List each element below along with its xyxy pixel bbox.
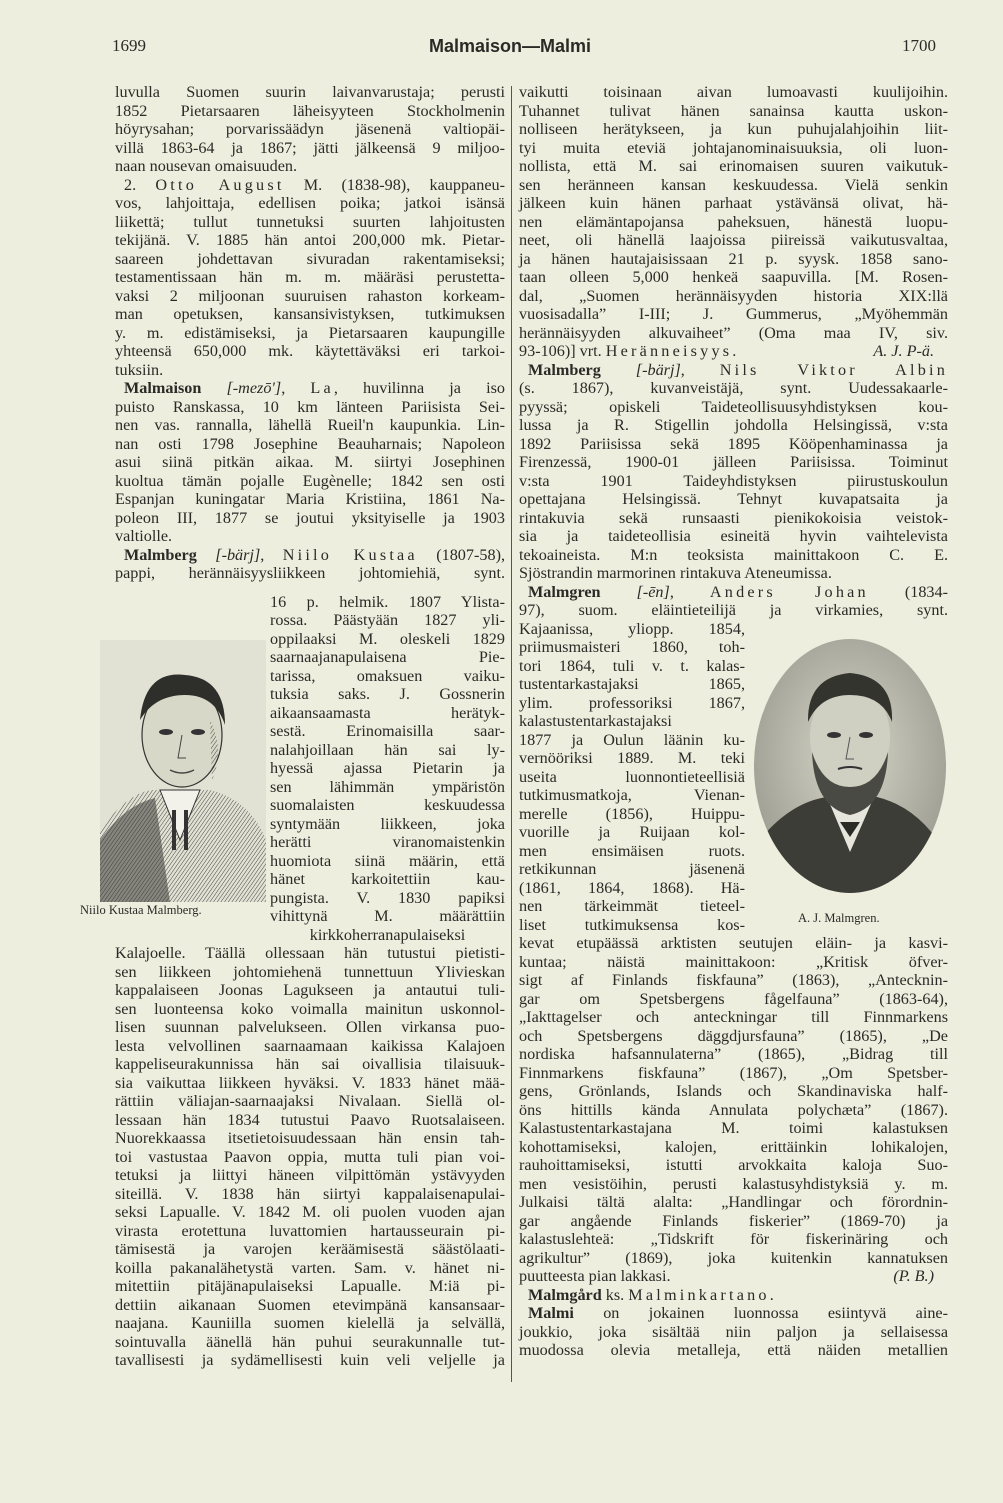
text-line: nen tärkeimmät tieteel- bbox=[519, 897, 745, 915]
text-line: (s. 1867), kuvanveistäjä, synt. Uudessakaarle- bbox=[519, 379, 948, 397]
column-divider bbox=[511, 86, 512, 1382]
text-line: Julkaisi tältä alalta: „Handlingar och förordnin- bbox=[519, 1193, 948, 1211]
text-line: toi vastustaa Paavon oppia, mutta tuli pian voi- bbox=[115, 1147, 505, 1166]
text-line: vuorille ja Ruijaan kol- bbox=[519, 823, 745, 841]
text-segment: . bbox=[732, 342, 737, 360]
text-line: man opetuksen, kansansivistyksen, tutkimuksen bbox=[115, 305, 505, 323]
text-line: hänet karkoitettiin kau- bbox=[270, 870, 505, 888]
text-segment: M. (1838-98), kauppaneu- bbox=[284, 175, 506, 194]
text-line: nalahjoillaan hän sai ly- bbox=[270, 740, 505, 759]
text-line: liset tutkimuksensa kos- bbox=[519, 915, 745, 934]
portrait-niilo-kustaa-malmberg bbox=[100, 640, 266, 902]
text-line: öns hittills kända Annulata polychæta” (1867). bbox=[519, 1100, 948, 1119]
spaced-name: Niilo Kustaa bbox=[282, 545, 418, 564]
text-line: suomalaisten keskuudessa bbox=[270, 796, 505, 814]
text-line: kuoltua tämän pojalle Eugènelle; 1842 sen osti bbox=[115, 471, 505, 490]
text-line: naan nousevan omaisuuden. bbox=[115, 157, 298, 175]
text-line: hyessä ajassa Pietarin ja bbox=[270, 759, 505, 777]
portrait-caption-left: Niilo Kustaa Malmberg. bbox=[80, 903, 202, 917]
text-line: tekoaineista. M:n teoksista mainittakoon C. E. bbox=[519, 545, 948, 564]
text-line: lussa ja R. Stigellin johdolla Helsingissä, v:sta bbox=[519, 416, 948, 434]
text-line: och Spetsbergens däggdjursfauna” (1865), „De bbox=[519, 1026, 948, 1045]
text-segment: puutteesta pian lakkasi. bbox=[519, 1267, 671, 1285]
author-signature: A. J. P-ä. bbox=[873, 342, 934, 360]
text-line: nan osti 1798 Josephine Beauharnais; Napoleon bbox=[115, 434, 505, 453]
text-line bbox=[115, 379, 505, 398]
text-line: muodossa olevia metalleja, että näiden metallien bbox=[519, 1341, 948, 1359]
entry-headword: Malmi bbox=[528, 1304, 574, 1322]
text-line: pungista. V. 1830 papiksi bbox=[270, 888, 505, 907]
text-line: tyi muita eteviä johtajanominaisuuksia, oli luon- bbox=[519, 138, 948, 157]
text-line: sen liikkeen johtomiehenä tunnettuun Ylivieskan bbox=[115, 962, 505, 981]
entry-headword: Malmgård bbox=[528, 1285, 602, 1304]
text-line: siteillä. V. 1838 hän siirtyi kappalaisenapulai- bbox=[115, 1184, 505, 1203]
entry-headword: Malmaison bbox=[124, 379, 202, 397]
text-line: tuksiin. bbox=[115, 360, 164, 379]
pronunciation: [-ēn] bbox=[636, 582, 670, 601]
text-line: nollista, että M. sai erinomaisen suuren vaikutuk- bbox=[519, 157, 948, 175]
text-segment: (1807-58), bbox=[417, 545, 506, 564]
text-segment bbox=[601, 583, 637, 601]
text-line bbox=[519, 1267, 948, 1286]
text-line: vos, lahjoittaja, edellisen poika; jatkoi isänsä bbox=[115, 194, 505, 212]
text-line: seksi Lapualle. V. 1842 M. oli puolen vuoden ajan bbox=[115, 1203, 505, 1221]
text-line: gar angående Finlands fiskerier” (1869-70) ja bbox=[519, 1211, 948, 1230]
text-segment: , huvilinna ja iso bbox=[333, 379, 505, 397]
text-segment: , bbox=[669, 582, 710, 601]
text-segment: (1834- bbox=[868, 582, 948, 601]
text-line: sia ja taideteollisia esineitä hyvin vaihtelevista bbox=[519, 527, 948, 545]
text-line: tuksia saks. J. Gossnerin bbox=[270, 685, 505, 703]
text-segment: , bbox=[260, 545, 283, 564]
text-segment: , bbox=[680, 360, 720, 379]
text-line: mitettiin pitäjänapulaiseksi Lapualle. M:iä pi- bbox=[115, 1277, 505, 1295]
text-line: kuntaa; näistä mainittakoon: „Kritisk öfver- bbox=[519, 952, 948, 971]
text-line: valtiolle. bbox=[115, 527, 173, 545]
text-line: vihittynä M. määrättiin bbox=[270, 907, 505, 925]
text-line: pyyssä; opiskeli Taideteollisuusyhdistyksen kou- bbox=[519, 397, 948, 416]
text-line: saarnaajanapulaisena Pie- bbox=[270, 648, 505, 666]
text-line: (1861, 1864, 1868). Hä- bbox=[519, 878, 745, 897]
text-line: syntymään liikkeen, joka bbox=[270, 814, 505, 833]
entry-headword: Malmberg bbox=[528, 360, 601, 379]
text-line: 97), suom. eläintieteilijä ja virkamies, synt. bbox=[519, 601, 948, 619]
text-line: agrikultur” (1869), joka kuitenkin kannatuksen bbox=[519, 1248, 948, 1267]
text-line: kalastustentarkastajaksi bbox=[519, 712, 672, 730]
text-line: rossa. Päästyään 1827 yli- bbox=[270, 611, 505, 629]
text-segment bbox=[201, 379, 226, 397]
spaced-name: Heränneisyys bbox=[605, 342, 733, 360]
text-line: taan olleen 5,000 henkeä saapuvilla. [M. Rosen- bbox=[519, 268, 948, 286]
text-line: 1892 Pariisissa sekä 1895 Kööpenhaminassa ja bbox=[519, 434, 948, 453]
text-segment: 2. bbox=[124, 175, 156, 194]
text-line bbox=[519, 1304, 948, 1323]
pronunciation: [-mezō'] bbox=[226, 379, 282, 397]
text-line: gar om Spetsbergens fågelfauna” (1863-64), bbox=[519, 989, 948, 1008]
text-line: kalastuslehteä: „Tidskrift för fiskerinäring och bbox=[519, 1230, 948, 1248]
text-line: asui siinä pitkän aikaa. M. siirtyi Josephinen bbox=[115, 453, 505, 471]
text-line: tavallisesti ja sydämellisesti kuin veli veljelle ja bbox=[115, 1351, 505, 1369]
text-line: kappeliseurakunnissa hän sai oivallisia tilaisuuk- bbox=[115, 1055, 505, 1073]
spaced-name: Otto August bbox=[155, 175, 285, 194]
text-line: joukkio, joka sisältää niin paljon ja sellaisessa bbox=[519, 1322, 948, 1341]
text-line: huomiota siinä määrin, että bbox=[270, 851, 505, 870]
text-line: lesta velvollinen saarnaamaan kaikissa Kalajoen bbox=[115, 1036, 505, 1055]
page-number-left: 1699 bbox=[112, 36, 146, 55]
text-segment: on jokainen luonnossa esiintyvä aine- bbox=[573, 1304, 948, 1322]
text-line: tustentarkastajaksi 1865, bbox=[519, 675, 745, 693]
text-line: rättiin väliajan-saarnaajaksi Nivalaan. Siellä ol- bbox=[115, 1092, 505, 1110]
text-line: Kalajoelle. Täällä ollessaan hän tutustui pietisti- bbox=[115, 944, 505, 962]
text-line: lessaan hän 1834 tutustui Paavo Ruotsalaiseen. bbox=[115, 1110, 505, 1129]
text-line: tarissa, omaksuen vaiku- bbox=[270, 666, 505, 685]
text-line bbox=[115, 176, 505, 195]
entry-headword: Malmgren bbox=[528, 582, 601, 601]
text-line: y. m. edistämiseksi, ja Pietarsaaren kaupungille bbox=[115, 323, 505, 342]
text-line: herätti viranomaistenkin bbox=[270, 833, 505, 851]
text-line: rauhoittamiseksi, istutti arvokkaita kaloja Suo- bbox=[519, 1156, 948, 1174]
text-line: Nuorekkaassa itsetietoisuudessaan hän ensin tah- bbox=[115, 1129, 505, 1147]
text-line: Kalastustentarkastajana M. toimi kalastuksen bbox=[519, 1119, 948, 1137]
text-line: 1852 Pietarsaaren läheisyyteen Stockholmenin bbox=[115, 101, 505, 120]
text-line: vaksi 2 miljoonan suuruisen rahaston korkeam- bbox=[115, 286, 505, 305]
text-line: tetuksi ja liittyi häneen vilpittömän ystävyyden bbox=[115, 1166, 505, 1184]
text-line: poleon III, 1877 se joutui yksityiselle ja 1903 bbox=[115, 508, 505, 527]
entry-headword: Malmberg bbox=[124, 545, 197, 564]
text-line: Sjöstrandin marmorinen rintakuva Ateneumissa. bbox=[519, 564, 832, 582]
text-line: „Iakttagelser och anteckningar till Finnmarkens bbox=[519, 1008, 948, 1026]
text-line: ylim. professoriksi 1867, bbox=[519, 693, 745, 712]
text-line: Tuhannet tulivat hänen sanainsa kautta uskon- bbox=[519, 101, 948, 120]
text-line: aikaansaamasta herätyk- bbox=[270, 703, 505, 722]
text-line: sointuvalla äänellä hän puhui seurakunnalle tut- bbox=[115, 1332, 505, 1351]
text-line: Kajaanissa, yliopp. 1854, bbox=[519, 619, 745, 638]
page-number-right: 1700 bbox=[902, 36, 936, 55]
text-line: nordiska hafsannulaterna” (1865), „Bidrag till bbox=[519, 1045, 948, 1063]
text-line: koilla pakanalähetystä varten. Sam. v. hänet ni- bbox=[115, 1258, 505, 1277]
text-line: sestä. Erinomaisilla saar- bbox=[270, 722, 505, 740]
text-line: 1877 ja Oulun läänin ku- bbox=[519, 730, 745, 749]
text-line: Finnmarkens fiskfauna” (1867), „Om Spetsber- bbox=[519, 1063, 948, 1082]
text-line: pappi, herännäisyysliikkeen johtomiehiä, synt. bbox=[115, 564, 505, 582]
text-line: höyrysahan; porvarissäädyn jäsenenä valtiopäi- bbox=[115, 120, 505, 138]
portrait-a-j-malmgren bbox=[752, 637, 948, 895]
text-line bbox=[519, 1286, 948, 1305]
text-line: lisen suunnan palvelukseen. Ollen virkansa puo- bbox=[115, 1018, 505, 1036]
text-line: sen lähimmän ympäristön bbox=[270, 777, 505, 796]
text-line: merelle (1856), Huippu- bbox=[519, 804, 745, 823]
text-line: dettiin aikanaan Suomen etevimpänä kansansaar- bbox=[115, 1295, 505, 1314]
spaced-name: La bbox=[310, 379, 334, 397]
text-line: liikettä; tullut tunnetuksi suurten lahjoitusten bbox=[115, 212, 505, 231]
text-line: men vesistöihin, perusti kalastusyhdistyksiä y. m. bbox=[519, 1174, 948, 1193]
text-line: retkikunnan jäsenenä bbox=[519, 860, 745, 878]
pronunciation: [-bärj] bbox=[635, 360, 681, 379]
text-line: jälkeen kuin hänen parhaat ystävänsä olivat, hä- bbox=[519, 194, 948, 212]
text-line: puisto Ranskassa, 10 km länteen Pariisista Sei- bbox=[115, 397, 505, 416]
text-line: nolliseen herätykseen, ja kun puhujalahjoihin liit- bbox=[519, 120, 948, 138]
text-line: kohottamiseksi, kalojen, erittäinkin lohikalojen, bbox=[519, 1137, 948, 1156]
running-title: Malmaison—Malmi bbox=[428, 36, 592, 56]
text-line: yhteensä 650,000 mk. käytettäväksi eri tarkoi- bbox=[115, 342, 505, 360]
text-segment: 93-106)] vrt. bbox=[519, 342, 606, 360]
text-line: neet, oli hänellä laajoissa piireissä vaikutusvaltaa, bbox=[519, 231, 948, 249]
portrait-caption-right: A. J. Malmgren. bbox=[798, 911, 880, 925]
text-line: nen elämäntapojansa paheksuen, hänestä luopu- bbox=[519, 212, 948, 231]
text-line: dal, „Suomen herännäisyyden historia XIX:llä bbox=[519, 286, 948, 305]
text-line: herännäisyyden alkuvaiheet” (Oma maa IV, siv. bbox=[519, 323, 948, 342]
text-line: tekijänä. V. 1885 hän antoi 200,000 mk. Pietar- bbox=[115, 231, 505, 249]
text-line: sen luonteensa koko voimalla mainitun uskonnol- bbox=[115, 999, 505, 1018]
text-line: vaikutti toisinaan aivan lumoavasti kuulijoihin. bbox=[519, 83, 948, 101]
text-line: sen heränneen kansan keskuudessa. Vielä senkin bbox=[519, 175, 948, 194]
text-line: gens, Grönlands, Islands och Skandinaviska half- bbox=[519, 1082, 948, 1100]
author-signature: (P. B.) bbox=[893, 1267, 934, 1285]
text-line: priimusmaisteri 1860, toh- bbox=[519, 638, 745, 656]
text-segment bbox=[601, 361, 636, 379]
text-line: men ensimäisen ruots. bbox=[519, 841, 745, 860]
text-line: sigt af Finlands fiskfauna” (1863), „Antecknin- bbox=[519, 971, 948, 989]
spaced-name: Malminkartano bbox=[628, 1285, 770, 1304]
text-line: naajana. Kauniilla suomen kielellä ja selvällä, bbox=[115, 1314, 505, 1332]
text-line: v:sta 1901 Taideyhdistyksen piirustuskoulun bbox=[519, 471, 948, 490]
text-line: Firenzessä, 1900-01 jälleen Pariisissa. Toiminut bbox=[519, 453, 948, 471]
text-segment: . bbox=[769, 1285, 774, 1304]
text-line: Espanjan kuningatar Maria Kristiina, 1861 Na- bbox=[115, 490, 505, 508]
text-line: opettajana Helsingissä. Tehnyt kuvapatsaita ja bbox=[519, 490, 948, 508]
text-line bbox=[115, 546, 505, 565]
text-line: villä 1863-64 ja 1867; jätti jälkeensä 9 miljoo- bbox=[115, 138, 505, 157]
text-segment: , bbox=[281, 379, 311, 397]
text-line: kirkkoherranapulaiseksi bbox=[309, 925, 466, 944]
spaced-name: Nils Viktor Albin bbox=[719, 360, 949, 379]
text-segment: ks. bbox=[601, 1285, 629, 1304]
text-line: vuosisadalla” I-III; J. Gummerus, „Myöhemmän bbox=[519, 305, 948, 323]
pronunciation: [-bärj] bbox=[215, 545, 261, 564]
text-line: rintakuvia sekä runsaasti pienikokoisia veistok- bbox=[519, 508, 948, 527]
text-line: tämisestä ja varojen keräämisestä säästölaati- bbox=[115, 1240, 505, 1258]
text-line bbox=[519, 583, 948, 602]
text-line: ja hänen hautajaisissaan 21 p. syysk. 1858 sano- bbox=[519, 249, 948, 268]
text-line: saareen johdettavan sivuradan rakentamiseksi; bbox=[115, 249, 505, 268]
text-line: useita luonnontieteellisiä bbox=[519, 767, 745, 786]
text-line: oppilaaksi M. oleskeli 1829 bbox=[270, 629, 505, 648]
text-line: luvulla Suomen suurin laivanvarustaja; perusti bbox=[115, 83, 505, 101]
text-line: vernööriksi 1889. M. teki bbox=[519, 749, 745, 767]
text-line bbox=[519, 342, 948, 361]
text-line: tori 1864, tuli v. t. kalas- bbox=[519, 656, 745, 675]
text-line: kevat etupäässä arktisten seutujen eläin- ja kasvi- bbox=[519, 934, 948, 952]
text-line: tutkimusmatkoja, Vienan- bbox=[519, 786, 745, 804]
text-line: nen vas. rannalla, lähellä Rueil'n kaupunkia. Lin- bbox=[115, 416, 505, 434]
text-line: kappalaiseen Joonas Lagukseen ja antautui tuli- bbox=[115, 981, 505, 999]
spaced-name: Anders Johan bbox=[709, 582, 869, 601]
text-line: 16 p. helmik. 1807 Ylista- bbox=[270, 592, 505, 611]
text-line: sia vaikuttaa liikkeen hyväksi. V. 1833 hänet mää- bbox=[115, 1073, 505, 1092]
text-segment bbox=[197, 546, 215, 564]
text-line bbox=[519, 361, 948, 380]
text-line: testamentissaan hän m. m. määräsi perustetta- bbox=[115, 268, 505, 286]
text-line: virasta erotettuna luvattomien hartausseurain pi- bbox=[115, 1221, 505, 1240]
